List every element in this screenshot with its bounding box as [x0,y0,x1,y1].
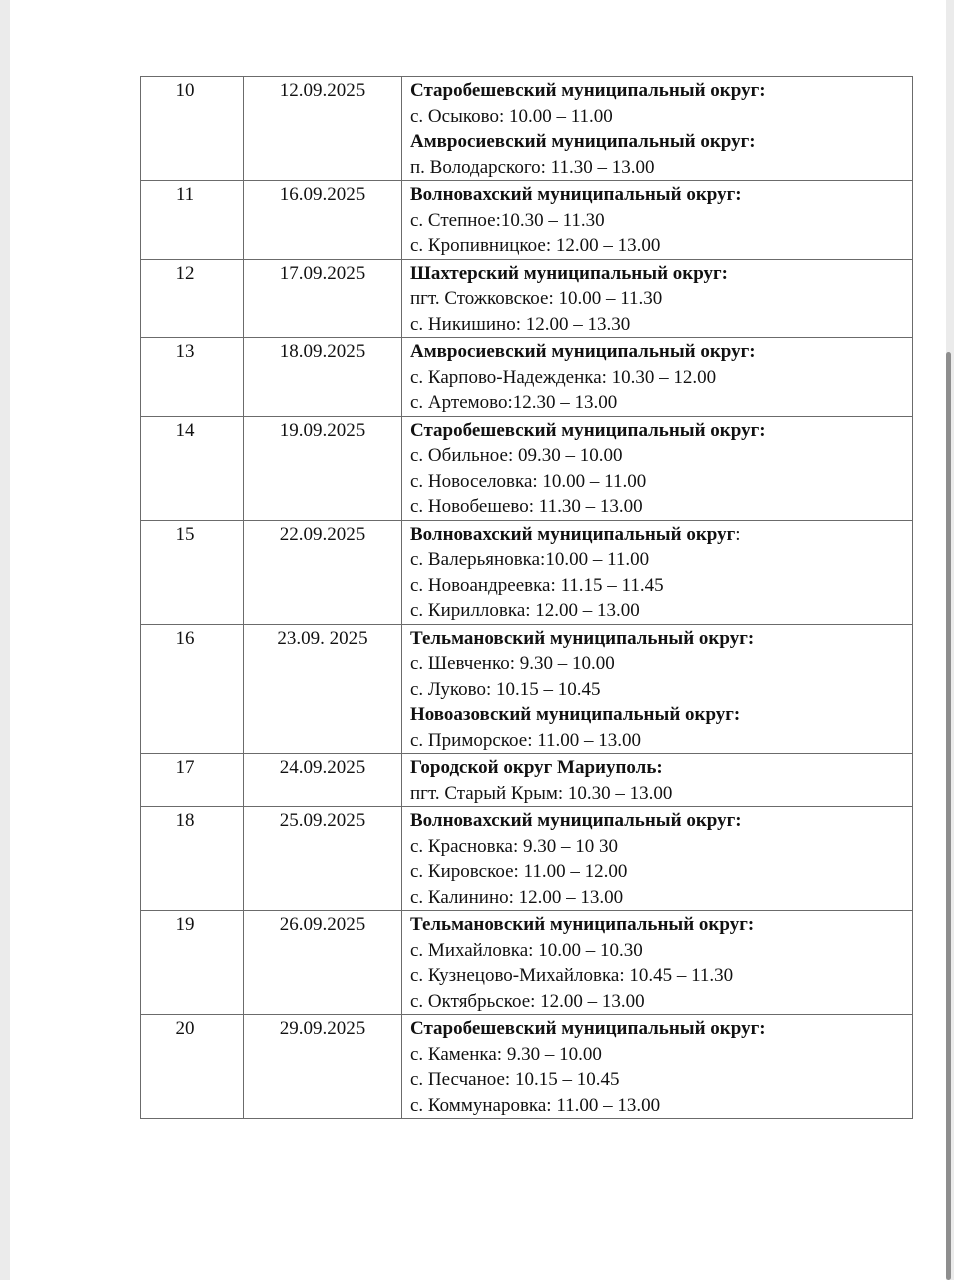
district-heading [410,1016,912,1042]
row-number-cell: 15 [141,520,244,624]
row-number-cell: 18 [141,807,244,911]
settlement-time: с. Октябрьское: 12.00 – 13.00 [410,990,645,1012]
settlement-time: с. Коммунаровка: 11.00 – 13.00 [410,1094,661,1116]
row-number-cell: 20 [141,1015,244,1119]
locations-cell [402,338,913,417]
schedule-row [141,807,913,911]
settlement-time: с. Новоандреевка: 11.15 – 11.45 [410,574,664,596]
settlement-time: пгт. Стожковское: 10.00 – 11.30 [410,288,663,309]
district-heading [410,808,912,834]
schedule-row [141,911,913,1015]
row-number-cell: 17 [141,754,244,807]
district-heading [410,522,912,548]
district-name: Городской округ Мариуполь: [410,757,663,778]
schedule-row [141,754,913,807]
schedule-row [141,624,913,754]
settlement-time: с. Шевченко: 9.30 – 10.00 [410,653,615,674]
vertical-scrollbar-thumb[interactable] [946,352,951,1280]
settlement-time: с. Песчаное: 10.15 – 10.45 [410,1069,620,1090]
locations-cell [402,754,913,807]
settlement-time: с. Кирилловка: 12.00 – 13.00 [410,600,640,621]
district-name: Новоазовский муниципальный округ: [410,704,741,725]
district-heading [410,78,912,104]
date-cell: 12.09.2025 [244,77,402,181]
locations-cell [402,520,913,624]
date-cell: 24.09.2025 [244,754,402,807]
district-name: Амвросиевский муниципальный округ: [410,341,756,362]
settlement-time: с. Новоселовка: 10.00 – 11.00 [410,470,647,492]
date-cell: 16.09.2025 [244,181,402,260]
settlement-time: с. Кузнецово-Михайловка: 10.45 – 11.30 [410,965,734,986]
district-suffix: : [735,523,741,545]
district-name: Тельмановский муниципальный округ: [410,914,755,935]
row-number-cell: 12 [141,259,244,338]
settlement-time: с. Красновка: 9.30 – 10 30 [410,835,619,857]
schedule-row [141,181,913,260]
locations-cell [402,259,913,338]
settlement-time: с. Степное:10.30 – 11.30 [410,209,605,231]
settlement-time: пгт. Старый Крым: 10.30 – 13.00 [410,782,673,804]
row-number-cell: 13 [141,338,244,417]
locations-cell [402,911,913,1015]
schedule-row [141,338,913,417]
date-cell: 18.09.2025 [244,338,402,417]
settlement-time: с. Обильное: 09.30 – 10.00 [410,445,623,466]
date-cell: 17.09.2025 [244,259,402,338]
schedule-row [141,416,913,520]
date-cell: 29.09.2025 [244,1015,402,1119]
settlement-time: с. Приморское: 11.00 – 13.00 [410,729,642,751]
district-name: Старобешевский муниципальный округ: [410,80,766,101]
settlement-time: с. Каменка: 9.30 – 10.00 [410,1043,602,1065]
district-name: Старобешевский муниципальный округ: [410,419,766,441]
settlement-time: с. Никишино: 12.00 – 13.30 [410,313,631,335]
district-name: Амвросиевский муниципальный округ: [410,131,756,152]
row-number-cell: 10 [141,77,244,181]
district-heading [410,129,912,155]
district-heading [410,339,912,365]
district-name: Старобешевский муниципальный округ: [410,1018,766,1039]
settlement-time: с. Валерьяновка:10.00 – 11.00 [410,549,650,570]
settlement-time: п. Володарского: 11.30 – 13.00 [410,156,655,178]
date-cell: 22.09.2025 [244,520,402,624]
district-heading [410,626,912,652]
settlement-time: с. Осыково: 10.00 – 11.00 [410,105,613,127]
schedule-row [141,259,913,338]
date-cell: 26.09.2025 [244,911,402,1015]
locations-cell [402,624,913,754]
date-cell: 25.09.2025 [244,807,402,911]
row-number-cell: 16 [141,624,244,754]
district-name: Волновахский муниципальный округ: [410,810,742,831]
district-heading [410,755,912,781]
date-cell: 19.09.2025 [244,416,402,520]
row-number-cell: 19 [141,911,244,1015]
locations-cell [402,807,913,911]
district-name: Волновахский муниципальный округ: [410,184,742,205]
district-heading [410,912,912,938]
schedule-table [140,76,913,1119]
district-name: Шахтерский муниципальный округ: [410,262,728,284]
settlement-time: с. Артемово:12.30 – 13.00 [410,392,618,413]
settlement-time: с. Калинино: 12.00 – 13.00 [410,886,624,908]
date-cell: 23.09. 2025 [244,624,402,754]
row-number-cell: 11 [141,181,244,260]
district-name: Тельмановский муниципальный округ: [410,627,755,649]
district-heading [410,182,912,208]
locations-cell [402,416,913,520]
row-number-cell: 14 [141,416,244,520]
schedule-row [141,1015,913,1119]
settlement-time: с. Карпово-Надежденка: 10.30 – 12.00 [410,366,717,388]
schedule-table-body [141,77,913,1119]
locations-cell [402,181,913,260]
district-heading [410,418,912,444]
district-heading [410,702,912,728]
district-heading [410,261,912,287]
settlement-time: с. Кировское: 11.00 – 12.00 [410,861,628,882]
schedule-row [141,77,913,181]
settlement-time: с. Михайловка: 10.00 – 10.30 [410,939,643,961]
document-page [10,0,946,1280]
settlement-time: с. Новобешево: 11.30 – 13.00 [410,496,643,517]
locations-cell [402,77,913,181]
district-name: Волновахский муниципальный округ [410,523,736,545]
settlement-time: с. Луково: 10.15 – 10.45 [410,678,601,700]
settlement-time: с. Кропивницкое: 12.00 – 13.00 [410,235,661,256]
schedule-row [141,520,913,624]
locations-cell [402,1015,913,1119]
